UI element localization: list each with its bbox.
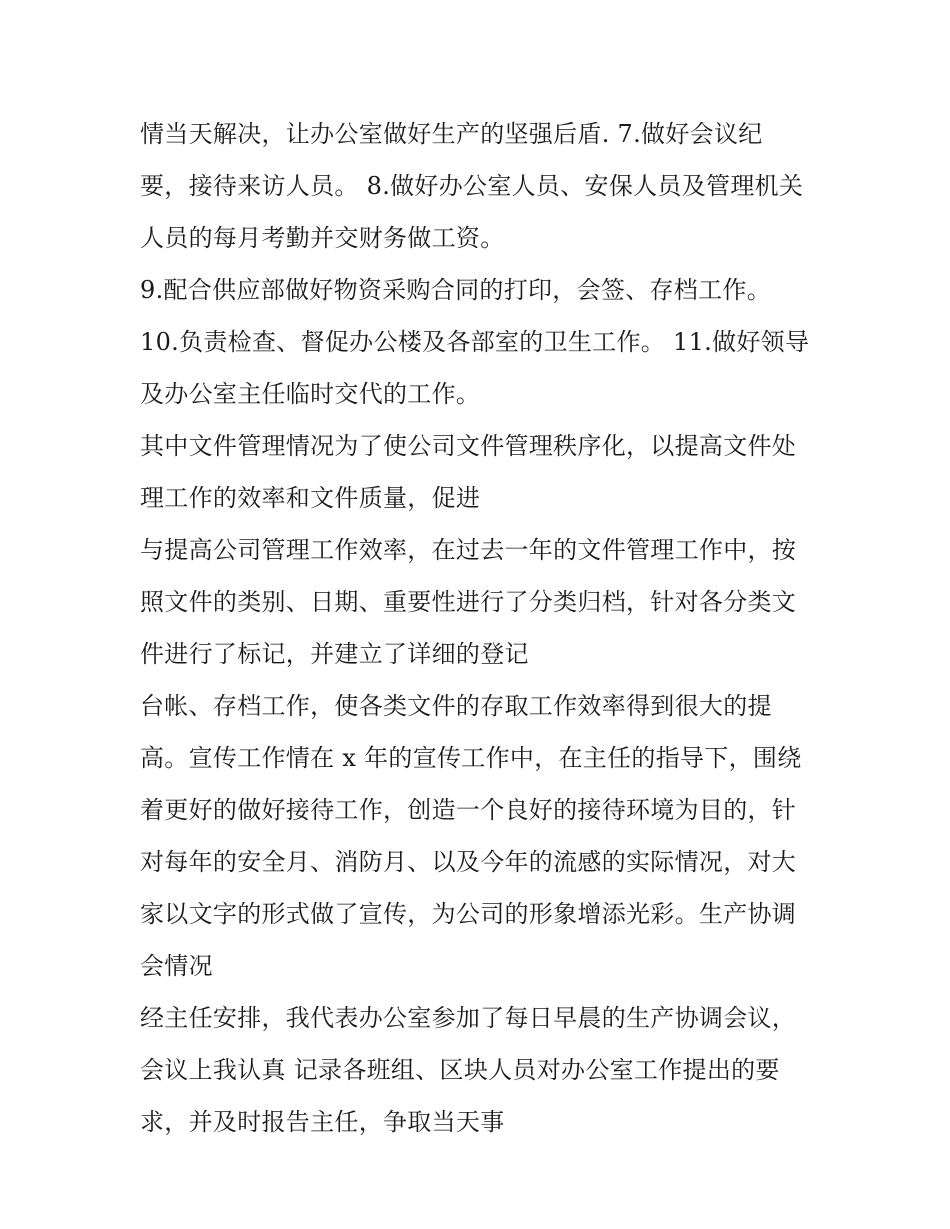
- text-line: 求，并及时报告主任，争取当天事: [140, 1108, 505, 1136]
- text-line: 及办公室主任临时交代的工作。: [140, 380, 481, 408]
- text-line: 10.负责检查、督促办公楼及各部室的卫生工作。 11.做好领导: [140, 328, 810, 356]
- text-line: 照文件的类别、日期、重要性进行了分类归档，针对各分类文: [140, 588, 797, 616]
- text-line: 会情况: [140, 952, 213, 980]
- text-line: 对每年的安全月、消防月、以及今年的流感的实际情况，对大: [140, 848, 797, 876]
- text-line: 经主任安排，我代表办公室参加了每日早晨的生产协调会议，: [140, 1004, 797, 1032]
- text-line: 理工作的效率和文件质量，促进: [140, 484, 481, 512]
- text-line: 要，接待来访人员。 8.做好办公室人员、安保人员及管理机关: [140, 172, 804, 200]
- text-line: 与提高公司管理工作效率，在过去一年的文件管理工作中，按: [140, 536, 797, 564]
- text-line: 高。宣传工作情在 x 年的宣传工作中，在主任的指导下，围绕: [140, 744, 802, 772]
- text-line: 件进行了标记，并建立了详细的登记: [140, 640, 529, 668]
- text-line: 家以文字的形式做了宣传，为公司的形象增添光彩。生产协调: [140, 900, 797, 928]
- text-line: 台帐、存档工作，使各类文件的存取工作效率得到很大的提: [140, 692, 772, 720]
- text-line: 其中文件管理情况为了使公司文件管理秩序化，以提高文件处: [140, 432, 797, 460]
- text-line: 人员的每月考勤并交财务做工资。: [140, 224, 505, 252]
- text-line: 着更好的做好接待工作，创造一个良好的接待环境为目的，针: [140, 796, 797, 824]
- text-line: 情当天解决，让办公室做好生产的坚强后盾. 7.做好会议纪: [140, 120, 763, 148]
- text-line: 9.配合供应部做好物资采购合同的打印，会签、存档工作。: [140, 276, 771, 304]
- text-line: 会议上我认真 记录各班组、区块人员对办公室工作提出的要: [140, 1056, 780, 1084]
- document-body: [140, 108, 830, 1148]
